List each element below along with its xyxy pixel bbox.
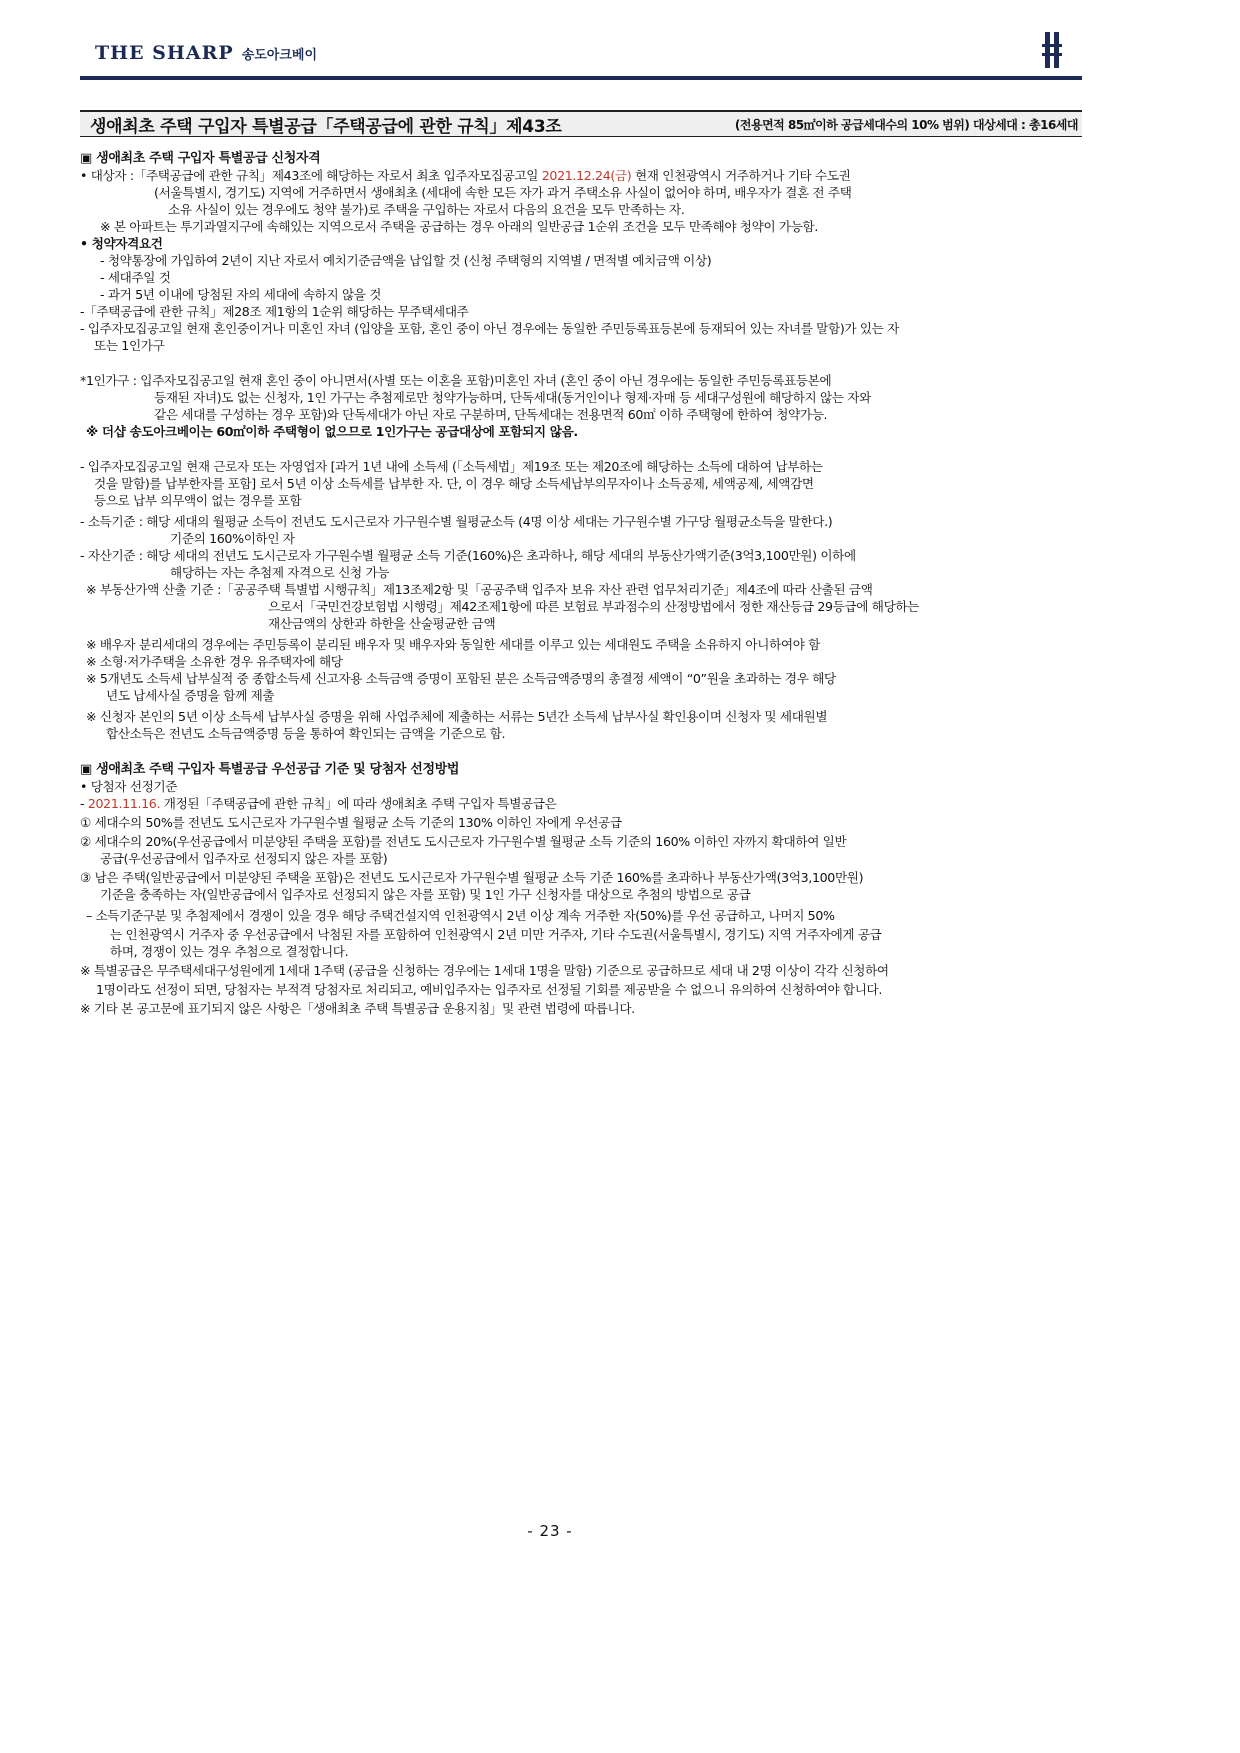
site-name: 송도아크베이 (241, 48, 318, 63)
section-heading: ▣ 생애최초 주택 구입자 특별공급 우선공급 기준 및 당첨자 선정방법 (80, 762, 460, 777)
subheading: • 당첨자 선정기준 (80, 779, 178, 794)
list-item: - 세대주일 것 (100, 270, 171, 285)
list-item: - 입주자모집공고일 현재 근로자 또는 자영업자 [과거 1년 내에 소득세 (「소득세법」제19조 또는 제20조에 해당하는 소득에 대하여 납부하는 (80, 459, 823, 474)
note-bold: ※ 더샵 송도아크베이는 60㎡이하 주택형이 없으므로 1인가구는 공급대상에 포함되지 않음. (86, 424, 578, 439)
text-line: 기준을 충족하는 자(일반공급에서 입주자로 선정되지 않은 자를 포함) 및 1인 가구 신청자를 대상으로 추첨의 방법으로 공급 (100, 887, 751, 902)
brand-logo-text: THE SHARP (95, 42, 234, 64)
text-line: (서울특별시, 경기도) 지역에 거주하면서 생애최초 (세대에 속한 모든 자가 과거 주택소유 사실이 없어야 하며, 배우자가 결혼 전 주택 (154, 185, 852, 200)
note-line: ※ 부동산가액 산출 기준 :「공공주택 특별법 시행규칙」제13조제2항 및「공공주택 입주자 보유 자산 관련 업무처리기준」제4조에 따라 산출된 금액 (86, 582, 873, 597)
text-line: 소유 사실이 있는 경우에도 청약 불가)로 주택을 구입하는 자로서 다음의 요건을 모두 만족하는 자. (168, 202, 685, 217)
text-line: 1명이라도 선정이 되면, 당첨자는 부적격 당첨자로 처리되고, 예비입주자는 입주자로 선정될 기회를 제공받을 수 없으니 유의하여 신청하여야 합니다. (96, 982, 883, 997)
text-span: 개정된「주택공급에 관한 규칙」에 따라 생애최초 주택 구입자 특별공급은 (160, 796, 557, 811)
text-line: 같은 세대를 구성하는 경우 포함)와 단독세대가 아닌 자로 구분하며, 단독세대는 전용면적 60㎡ 이하 주택형에 한하여 청약가능. (154, 407, 828, 422)
note-line: ※ 소형·저가주택을 소유한 경우 유주택자에 해당 (86, 654, 343, 669)
sharp-logo-icon (1036, 30, 1068, 70)
subheading: • 청약자격요건 (80, 236, 163, 251)
text-line: 하며, 경쟁이 있는 경우 추첨으로 결정합니다. (110, 944, 349, 959)
text-line (80, 795, 557, 812)
text-line (80, 167, 850, 184)
text-line: 으로서「국민건강보험법 시행령」제42조제1항에 따른 보험료 부과점수의 산정방법에서 정한 재산등급 29등급에 해당하는 (268, 599, 920, 614)
text-span: • 대상자 :「주택공급에 관한 규칙」제43조에 해당하는 자로서 최초 입주자모집공고일 (80, 168, 542, 183)
list-item: - 자산기준 : 해당 세대의 전년도 도시근로자 가구원수별 월평균 소득 기준(160%)은 초과하나, 해당 세대의 부동산가액기준(3억3,100만원) 이하에 (80, 548, 856, 563)
text-line: 기준의 160%이하인 자 (170, 531, 295, 546)
text-line: 공급(우선공급에서 입주자로 선정되지 않은 자를 포함) (100, 851, 388, 866)
list-item: - 소득기준 : 해당 세대의 월평균 소득이 전년도 도시근로자 가구원수별 월평균소득 (4명 이상 세대는 가구원수별 가구당 월평균소득을 말한다.) (80, 514, 833, 529)
page-number: - 23 - (527, 1522, 573, 1540)
text-line: 것을 말함)를 납부한자를 포함] 로서 5년 이상 소득세를 납부한 자. 단, 이 경우 해당 소득세납부의무자이나 소득공제, 세액공제, 세액감면 (94, 476, 814, 491)
note-line: ※ 특별공급은 무주택세대구성원에게 1세대 1주택 (공급을 신청하는 경우에는 1세대 1명을 말함) 기준으로 공급하므로 세대 내 2명 이상이 각각 신청하여 (80, 963, 889, 978)
text-span: - (80, 796, 88, 811)
note-line: ※ 신청자 본인의 5년 이상 소득세 납부사실 증명을 위해 사업주체에 제출하는 서류는 5년간 소득세 납부사실 확인용이며 신청자 및 세대원별 (86, 709, 828, 724)
text-line: 재산금액의 상한과 하한을 산술평균한 금액 (268, 616, 496, 631)
header-brand (95, 42, 317, 64)
text-span: 현재 인천광역시 거주하거나 기타 수도권 (631, 168, 851, 183)
text-line: 합산소득은 전년도 소득금액증명 등을 통하여 확인되는 금액을 기준으로 함. (106, 726, 506, 741)
text-line: 등으로 납부 의무액이 없는 경우를 포함 (94, 493, 302, 508)
section-heading: ▣ 생애최초 주택 구입자 특별공급 신청자격 (80, 151, 321, 166)
list-item: - 입주자모집공고일 현재 혼인중이거나 미혼인 자녀 (입양을 포함, 혼인 중이 아닌 경우에는 동일한 주민등록표등본에 등재되어 있는 자녀를 말함)가 있는 자 (80, 321, 899, 336)
section-title-note: (전용면적 85㎡이하 공급세대수의 10% 범위) 대상세대 : 총16세대 (734, 117, 1078, 132)
list-item: -「주택공급에 관한 규칙」제28조 제1항의 1순위 해당하는 무주택세대주 (80, 304, 469, 319)
section-title: 생애최초 주택 구입자 특별공급「주택공급에 관한 규칙」제43조 (90, 116, 562, 137)
list-item: – 소득기준구분 및 추첨제에서 경쟁이 있을 경우 해당 주택건설지역 인천광역시 2년 이상 계속 거주한 자(50%)를 우선 공급하고, 나머지 50% (86, 908, 835, 923)
list-item: - 과거 5년 이내에 당첨된 자의 세대에 속하지 않을 것 (100, 287, 382, 302)
text-line: 또는 1인가구 (94, 338, 165, 353)
list-item: ① 세대수의 50%를 전년도 도시근로자 가구원수별 월평균 소득 기준의 130% 이하인 자에게 우선공급 (80, 815, 622, 830)
list-item: ② 세대수의 20%(우선공급에서 미분양된 주택을 포함)를 전년도 도시근로자 가구원수별 월평균 소득 기준의 160% 이하인 자까지 확대하여 일반 (80, 834, 847, 849)
date-highlight: 2021.12.24(금) (541, 168, 632, 183)
text-line: 등재된 자녀)도 없는 신청자, 1인 가구는 추첨제로만 청약가능하며, 단독세대(동거인이나 형제·자매 등 세대구성원에 해당하지 않는 자와 (154, 390, 871, 405)
note-line: ※ 본 아파트는 투기과열지구에 속해있는 지역으로서 주택을 공급하는 경우 아래의 일반공급 1순위 조건을 모두 만족해야 청약이 가능함. (100, 219, 819, 234)
text-line: *1인가구 : 입주자모집공고일 현재 혼인 중이 아니면서(사별 또는 이혼을 포함)미혼인 자녀 (혼인 중이 아닌 경우에는 동일한 주민등록표등본에 (80, 373, 832, 388)
header-divider (80, 76, 1082, 80)
date-highlight: 2021.11.16. (87, 796, 161, 811)
list-item: - 청약통장에 가입하여 2년이 지난 자로서 예치기준금액을 납입할 것 (신청 주택형의 지역별 / 면적별 예치금액 이상) (100, 253, 712, 268)
text-line: 해당하는 자는 추첨제 자격으로 신청 가능 (170, 565, 390, 580)
text-line: 는 인천광역시 거주자 중 우선공급에서 낙첨된 자를 포함하여 인천광역시 2년 미만 거주자, 기타 수도권(서울특별시, 경기도) 지역 거주자에게 공급 (110, 927, 882, 942)
note-line: ※ 5개년도 소득세 납부실적 중 종합소득세 신고자용 소득금액 증명이 포함된 분은 소득금액증명의 총결정 세액이 “0”원을 초과하는 경우 해당 (86, 671, 836, 686)
note-line: ※ 기타 본 공고문에 표기되지 않은 사항은「생애최초 주택 특별공급 운용지침」및 관련 법령에 따릅니다. (80, 1001, 635, 1016)
section-title-bar (80, 110, 1082, 137)
text-line: 년도 납세사실 증명을 함께 제출 (106, 688, 275, 703)
note-line: ※ 배우자 분리세대의 경우에는 주민등록이 분리된 배우자 및 배우자와 동일한 세대를 이루고 있는 세대원도 주택을 소유하지 아니하여야 함 (86, 637, 820, 652)
list-item: ③ 남은 주택(일반공급에서 미분양된 주택을 포함)은 전년도 도시근로자 가구원수별 월평균 소득 기준 160%를 초과하나 부동산가액(3억3,100만원) (80, 870, 864, 885)
